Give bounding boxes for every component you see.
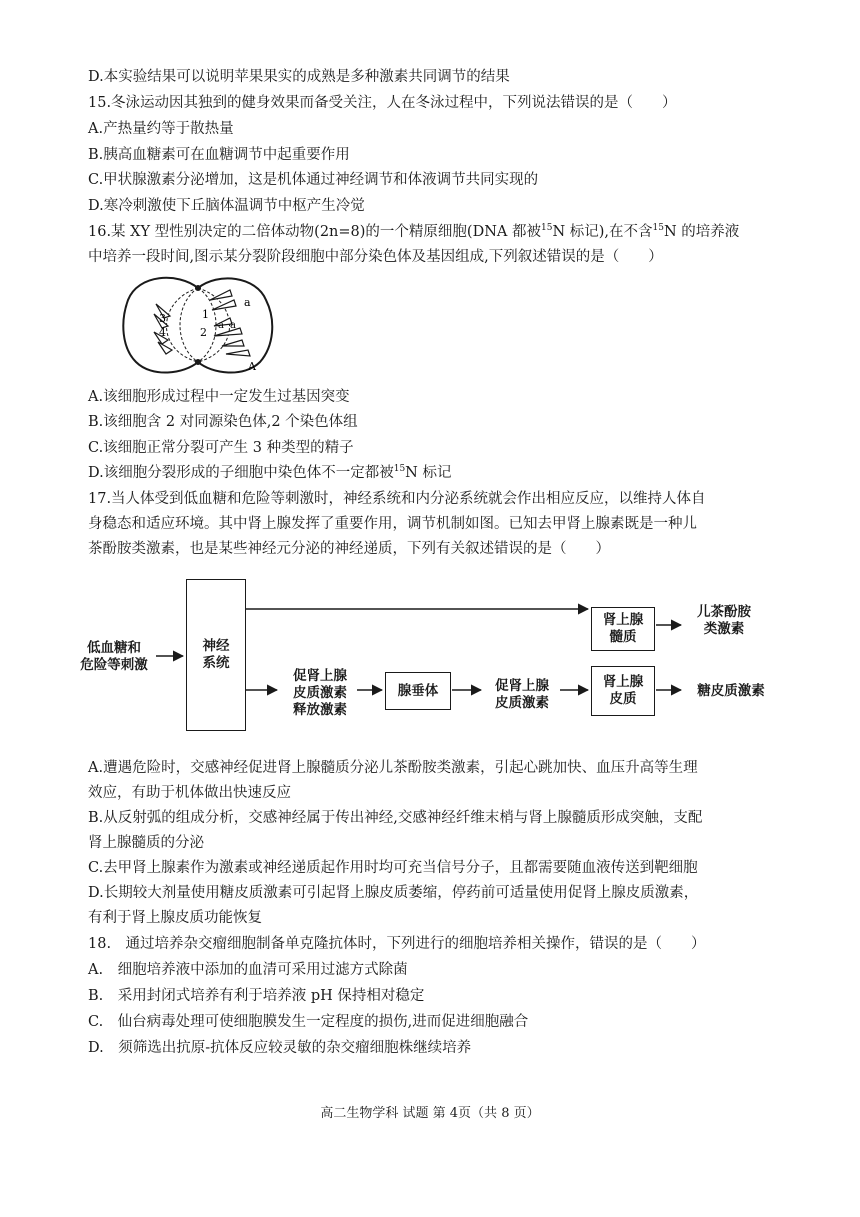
cate-line2: 类激素 xyxy=(703,621,745,637)
superscript-15: 15 xyxy=(540,223,553,233)
q14-option-d: D.本实验结果可以说明苹果果实的成熟是多种激素共同调节的结果 xyxy=(88,69,510,85)
q16-stem-post: N 的培养液 xyxy=(663,224,740,240)
crh-line3: 释放激素 xyxy=(293,702,347,718)
gene-A: A xyxy=(248,360,256,373)
acth-line1: 促肾上腺 xyxy=(495,678,549,694)
acth-line2: 皮质激素 xyxy=(495,695,549,711)
q18-stem: 18. 通过培养杂交瘤细胞制备单克隆抗体时，下列进行的细胞培养相关操作，错误的是（ ） xyxy=(88,936,706,952)
crh-line1: 促肾上腺 xyxy=(293,668,347,684)
q17-option-c: C.去甲肾上腺素作为激素或神经递质起作用时均可充当信号分子，且都需要随血液传送到靶细胞 xyxy=(88,860,698,876)
q15-option-d: D.寒冷刺激使下丘脑体温调节中枢产生冷觉 xyxy=(88,198,365,214)
page-footer: 高二生物学科 试题 第 4页（共 8 页） xyxy=(320,1106,540,1121)
q17-option-b-line2: 肾上腺髓质的分泌 xyxy=(88,835,204,851)
q17-option-a-line1: A.遭遇危险时，交感神经促进肾上腺髓质分泌儿茶酚胺类激素，引起心跳加快、血压升高等生理 xyxy=(88,760,698,776)
q16-stem-mid: N 标记),在不含 xyxy=(552,224,653,240)
medulla-line2: 髓质 xyxy=(609,629,637,645)
label-1: 1 xyxy=(202,308,209,321)
cate-line1: 儿茶酚胺 xyxy=(697,604,751,620)
q16-option-d-post: N 标记 xyxy=(405,465,452,481)
q17-option-b-line1: B.从反射弧的组成分析，交感神经属于传出神经,交感神经纤维末梢与肾上腺髓质形成突触，支配 xyxy=(88,810,703,826)
medulla-line1: 肾上腺 xyxy=(602,612,644,628)
q15-option-a: A.产热量约等于散热量 xyxy=(88,121,234,137)
q17-option-d-line2: 有利于肾上腺皮质功能恢复 xyxy=(88,910,262,926)
label-3: 3 xyxy=(159,312,166,325)
q17-stem-line1: 17.当人体受到低血糖和危险等刺激时，神经系统和内分泌系统就会作出相应反应，以维持人体自 xyxy=(88,491,706,507)
q16-option-c: C.该细胞正常分裂可产生 3 种类型的精子 xyxy=(88,440,354,456)
nervous-line2: 系统 xyxy=(202,655,230,671)
q17-option-a-line2: 效应，有助于机体做出快速反应 xyxy=(88,785,291,801)
stimulus-line1: 低血糖和 xyxy=(87,640,141,656)
q18-option-a: A. 细胞培养液中添加的血清可采用过滤方式除菌 xyxy=(88,962,408,978)
superscript-15: 15 xyxy=(652,223,664,233)
q16-option-a: A.该细胞形成过程中一定发生过基因突变 xyxy=(88,389,350,405)
q16-option-d-pre: D.该细胞分裂形成的子细胞中染色体不一定都被 xyxy=(88,465,394,481)
q18-option-d: D. 须筛选出抗原-抗体反应较灵敏的杂交瘤细胞株继续培养 xyxy=(88,1040,472,1056)
q18-option-b: B. 采用封闭式培养有利于培养液 pH 保持相对稳定 xyxy=(88,988,425,1004)
q15-option-b: B.胰高血糖素可在血糖调节中起重要作用 xyxy=(88,147,350,163)
crh-line2: 皮质激素 xyxy=(293,685,347,701)
nervous-line1: 神经 xyxy=(202,638,230,654)
cortex-line1: 肾上腺 xyxy=(602,674,644,690)
cortex-line2: 皮质 xyxy=(609,691,637,707)
pituitary-label: 腺垂体 xyxy=(397,682,439,699)
gene-a-mid2: a xyxy=(230,320,236,331)
gene-a-mid1: a xyxy=(218,320,224,331)
q17-stem-line2: 身稳态和适应环境。其中肾上腺发挥了重要作用，调节机制如图。已知去甲肾上腺素既是一种儿 xyxy=(88,516,697,532)
q16-option-b: B.该细胞含 2 对同源染色体,2 个染色体组 xyxy=(88,414,358,430)
q16-stem-line2: 中培养一段时间,图示某分裂阶段细胞中部分染色体及基因组成,下列叙述错误的是（ ） xyxy=(88,249,663,265)
q16-stem-pre: 16.某 XY 型性别决定的二倍体动物(2n=8)的一个精原细胞(DNA 都被 xyxy=(88,224,541,240)
q15-stem: 15.冬泳运动因其独到的健身效果而备受关注，人在冬泳过程中，下列说法错误的是（ ） xyxy=(88,95,677,111)
q15-option-c: C.甲状腺激素分泌增加，这是机体通过神经调节和体液调节共同实现的 xyxy=(88,172,539,188)
gluco-text: 糖皮质激素 xyxy=(697,683,765,699)
gene-a-top: a xyxy=(244,296,251,309)
superscript-15: 15 xyxy=(393,464,406,474)
label-4: 4 xyxy=(159,326,166,339)
q17-stem-line3: 茶酚胺类激素，也是某些神经元分泌的神经递质，下列有关叙述错误的是（ ） xyxy=(88,541,610,557)
q18-option-c: C. 仙台病毒处理可使细胞膜发生一定程度的损伤,进而促进细胞融合 xyxy=(88,1014,529,1030)
label-2: 2 xyxy=(200,326,207,339)
stimulus-line2: 危险等刺激 xyxy=(80,657,148,673)
q17-option-d-line1: D.长期较大剂量使用糖皮质激素可引起肾上腺皮质萎缩，停药前可适量使用促肾上腺皮质激素， xyxy=(88,885,699,901)
